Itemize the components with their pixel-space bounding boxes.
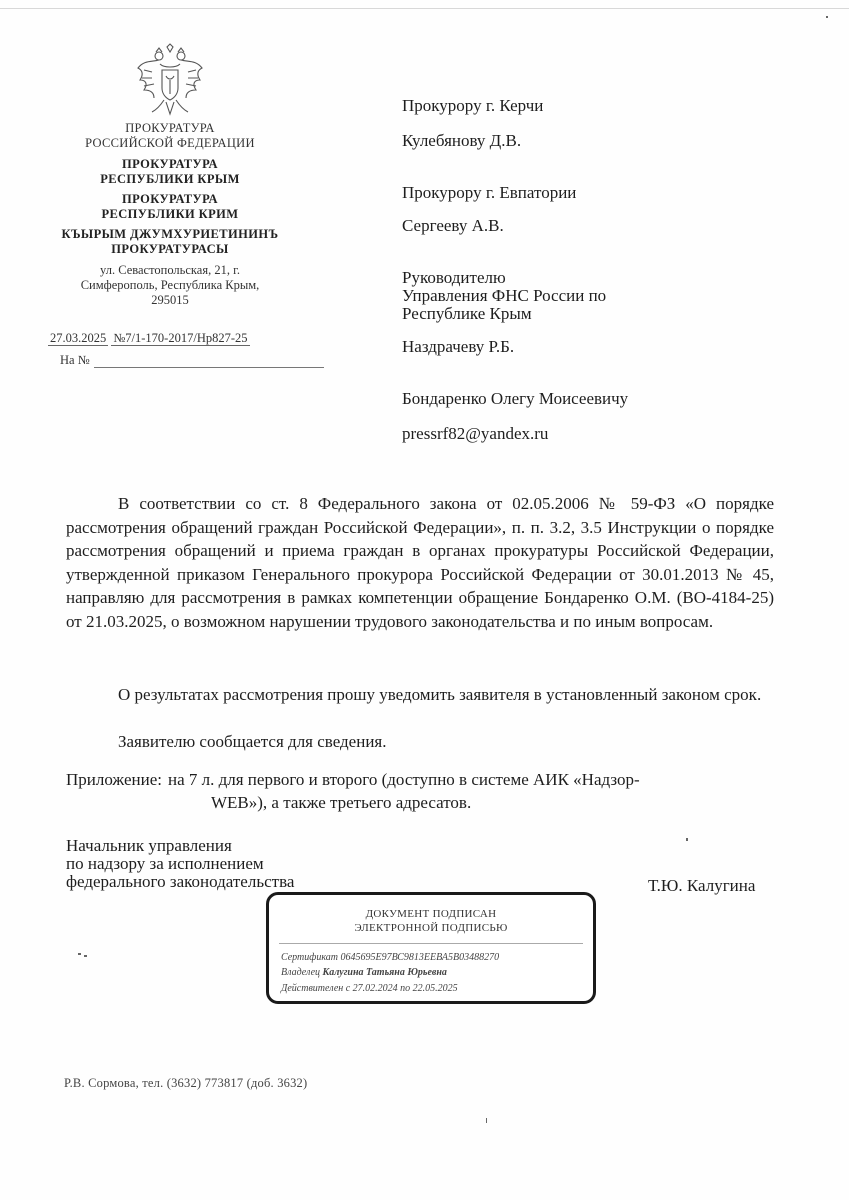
org-line-1: ПРОКУРАТУРА: [125, 121, 215, 135]
stamp-owner-label: Владелец: [281, 967, 321, 979]
stamp-title-line-1: ДОКУМЕНТ ПОДПИСАН: [365, 908, 497, 920]
double-headed-eagle-emblem-icon: [130, 40, 210, 120]
stamp-valid-from: 27.02.2024: [352, 982, 398, 994]
stamp-certificate: Сертификат 0645695Е97ВС9813ЕЕВА5В03488270: [281, 951, 500, 963]
recipient-title-3-line-1: Руководителю: [402, 268, 506, 287]
org-line-2: РОССИЙСКОЙ ФЕДЕРАЦИИ: [85, 136, 255, 150]
scan-speck: [84, 955, 87, 957]
registration-date: 27.03.2025: [50, 331, 107, 345]
reference-blank: [94, 355, 324, 368]
org-line-7: КЪЫРЫМ ДЖУМХУРИЕТИНИНЪ: [61, 227, 279, 241]
reference-line: [60, 353, 324, 368]
registration-line: [48, 331, 250, 346]
signatory-line-3: федерального законодательства: [66, 872, 295, 891]
org-line-5: ПРОКУРАТУРА: [122, 192, 218, 206]
stamp-valid-to-label: по: [400, 982, 411, 994]
recipient-name-2: Сергееву А.В.: [402, 216, 504, 235]
org-postcode: 295015: [151, 293, 189, 307]
stamp-valid-to: 22.05.2025: [412, 982, 458, 994]
appendix: [66, 768, 776, 814]
stamp-validity-line: [281, 981, 593, 997]
signatory-line-2: по надзору за исполнением: [66, 854, 264, 873]
appendix-text-line-2: WEB»), а также третьего адресатов.: [211, 793, 472, 812]
stamp-title-line-2: ЭЛЕКТРОННОЙ ПОДПИСЬЮ: [354, 922, 508, 935]
body-paragraph-2: О результатах рассмотрения прошу уведомить заявителя в установленный законом срок.: [118, 685, 762, 704]
electronic-signature-stamp: [266, 892, 596, 1004]
recipient-name-4: Бондаренко Олегу Моисеевичу: [402, 389, 629, 408]
recipient-title-3-line-2: Управления ФНС России по: [402, 286, 607, 305]
footer-contact: Р.В. Сормова, тел. (3632) 773817 (доб. 3632): [64, 1076, 308, 1090]
body-paragraph-3: Заявителю сообщается для сведения.: [118, 732, 387, 751]
signatory-name: Т.Ю. Калугина: [648, 876, 756, 895]
signatory-line-1: Начальник управления: [66, 836, 232, 855]
recipient-name-3: Наздрачеву Р.Б.: [402, 337, 515, 356]
recipient-email: pressrf82@yandex.ru: [402, 424, 549, 443]
org-line-8: ПРОКУРАТУРАСЫ: [111, 242, 229, 256]
body-paragraph-1: В соответствии со ст. 8 Федерального закона от 02.05.2006 № 59-ФЗ «О порядке рассмотрения обращений граждан Российской Федерации», п. п. 3.2, 3.5 Инструкции о порядке рассмотрения обращений и приема граждан в органах прокуратуры Российской Федерации, утвержденной приказом Генерального прокурора Российской Федерации от 30.01.2013 № 45, направляю для рассмотрения в рамках компетенции обращение Бондаренко О.М. (ВО-4184-25) от 21.03.2025, о возможном нарушении трудового законодательства и по иным вопросам.: [66, 494, 774, 631]
scan-speck: [486, 1118, 487, 1123]
appendix-label: Приложение:: [66, 770, 162, 789]
page-top-edge: [0, 8, 849, 9]
org-line-4: РЕСПУБЛИКИ КРЫМ: [100, 172, 240, 186]
scan-speck: [686, 838, 688, 841]
org-line-6: РЕСПУБЛИКИ КРИМ: [101, 207, 239, 221]
scan-speck: [826, 16, 828, 18]
org-line-3: ПРОКУРАТУРА: [122, 157, 218, 171]
org-address-1: ул. Севастопольская, 21, г.: [100, 263, 240, 277]
registration-number: №7/1-170-2017/Нр827-25: [113, 331, 248, 345]
stamp-owner: Калугина Татьяна Юрьевна: [322, 967, 447, 979]
recipient-title-3-line-3: Республике Крым: [402, 304, 532, 323]
org-header: [40, 121, 300, 308]
recipient-title-2: Прокурору г. Евпатории: [402, 183, 577, 202]
recipient-name-1: Кулебянову Д.В.: [402, 131, 522, 150]
stamp-valid-label: Действителен с: [281, 982, 351, 994]
recipient-title-1: Прокурору г. Керчи: [402, 96, 544, 115]
stamp-title: [269, 907, 593, 936]
reference-label: На №: [60, 353, 90, 367]
signatory-position: [66, 837, 294, 891]
org-address-2: Симферополь, Республика Крым,: [80, 278, 260, 292]
appendix-text-line-1: на 7 л. для первого и второго (доступно в системе АИК «Надзор-: [167, 770, 640, 789]
stamp-divider: [279, 943, 583, 944]
stamp-owner-line: [281, 965, 593, 981]
scan-speck: [78, 953, 81, 955]
